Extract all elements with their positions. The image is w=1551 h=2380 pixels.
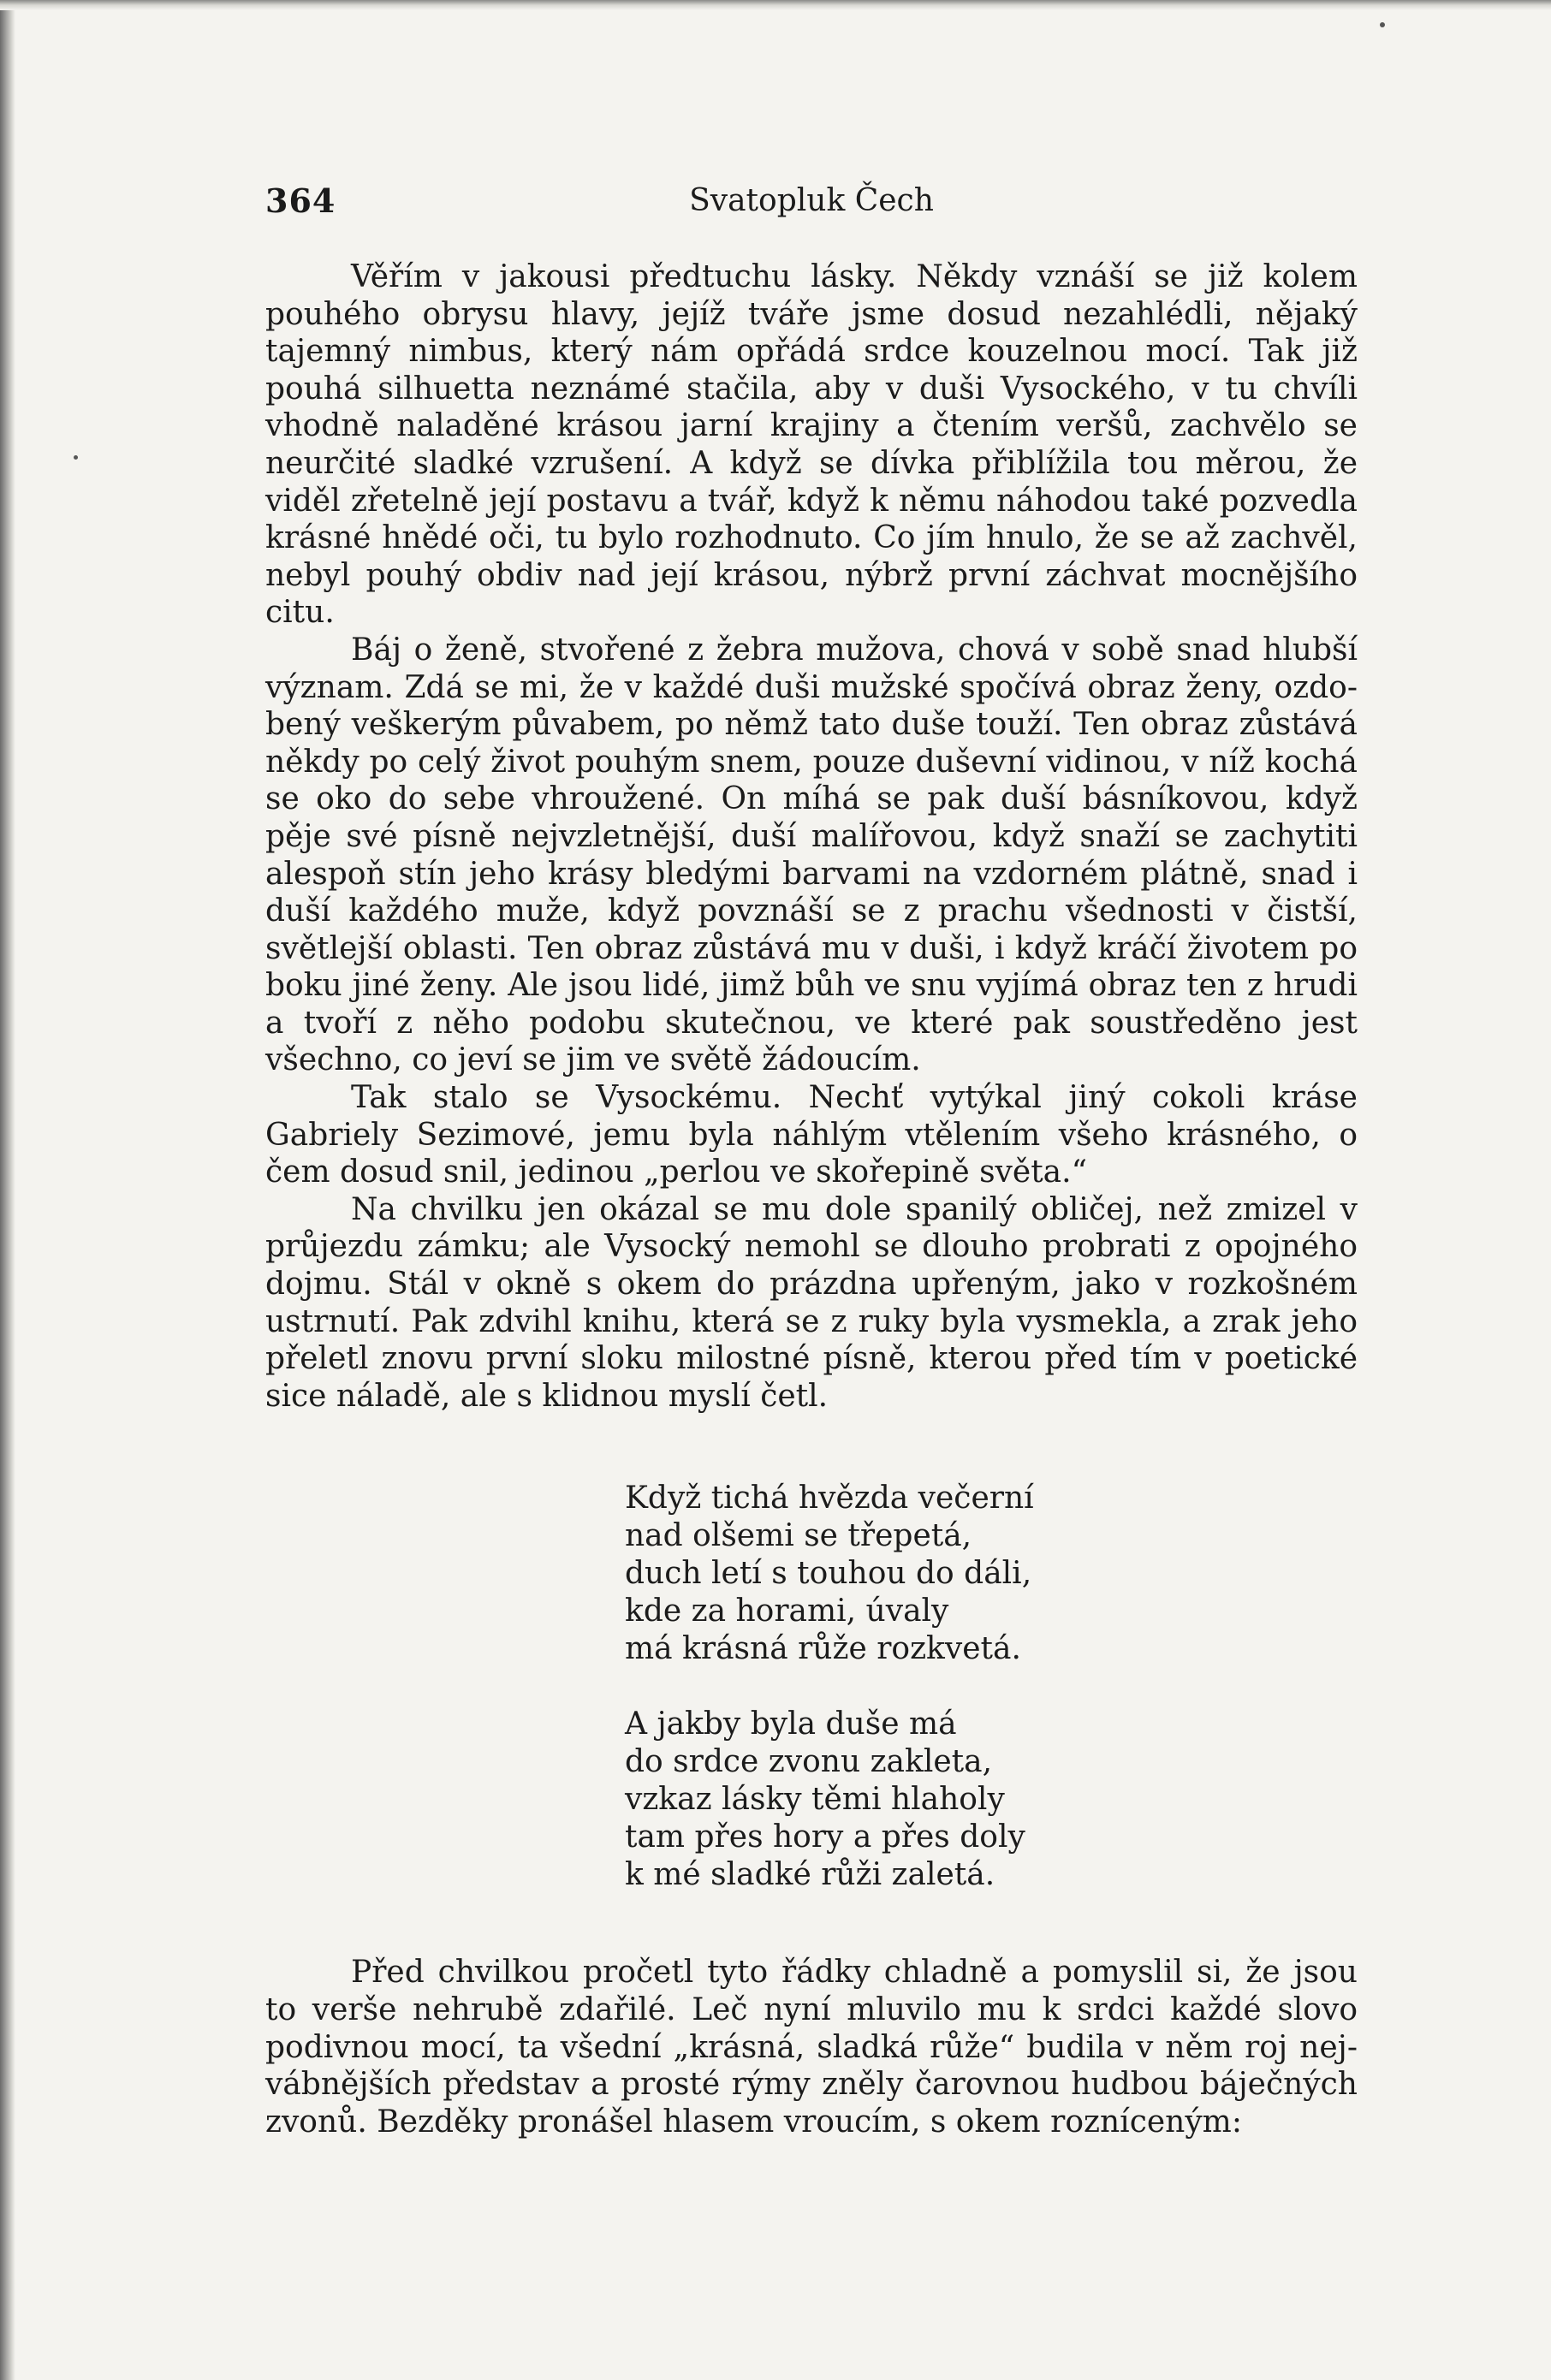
poem-line: do srdce zvonu zakleta, [625, 1744, 993, 1780]
scan-speck [74, 455, 78, 460]
poem-line: A jakby byla duše má [625, 1706, 957, 1742]
scan-left-edge [0, 0, 15, 2380]
book-page [265, 171, 1358, 2140]
poem-line: duch letí s touhou do dáli, [625, 1556, 1032, 1592]
page-number: 364 [265, 181, 336, 220]
poem-line: Když tichá hvězda večerní [625, 1481, 1034, 1516]
poem-line: vzkaz lásky těmi hlaholy [625, 1782, 1005, 1818]
poem-line: tam přes hory a přes doly [625, 1819, 1025, 1855]
scan-speck [1380, 22, 1385, 27]
main-text [265, 258, 1358, 1415]
paragraph: Před chvilkou pročetl tyto řádky chladně a pomyslil si, že jsou to verše nehrubě zdařilé. Leč nyní mluvilo mu k srdci každé slovo podivnou mocí, ta všední „krásná, sladká růže“ budila v něm roj nejvábnějších představ a prosté rýmy zněly čarovnou hudbou báječných zvonů. Bezděky pronášel hlasem vroucím, s okem rozníceným: [265, 1955, 1358, 2140]
paragraph: Báj o ženě, stvořené z žebra mužova, chová v sobě snad hlubší význam. Zdá se mi, že v každé duši mužské spočívá obraz ženy, ozdobený veškerým půvabem, po němž tato duše touží. Ten obraz zůstává někdy po celý život pouhým snem, pouze duševní vidinou, v níž kochá se oko do sebe vhroužené. On míhá se pak duší básníkovou, když pěje své písně nejvzletnější, duší malířovou, když snaží se zachytiti alespoň stín jeho krásy bledými barvami na vzdorném plátně, snad i duší každého muže, když povznáší se z prachu všednosti v čistší, světlejší oblasti. Ten obraz zůstává mu v duši, i když kráčí životem po boku jiné ženy. Ale jsou lidé, jimž bůh ve snu vyjímá obraz ten z hrudi a tvoří z něho podobu skutečnou, ve které pak soustředěno jest všechno, co jeví se jim ve světě žádoucím. [265, 632, 1358, 1078]
poem-line: má krásná růže rozkvetá. [625, 1631, 1021, 1667]
poem-stanza [625, 1480, 1358, 1668]
poem-line: kde za horami, úvaly [625, 1594, 949, 1629]
poem [625, 1480, 1358, 1894]
scan-top-edge [0, 0, 1551, 10]
paragraph: Věřím v jakousi předtuchu lásky. Někdy vznáší se již kolem pouhého obrysu hlavy, jejíž tváře jsme dosud nezahlédli, nějaký tajemný nimbus, který nám opřádá srdce kouzelnou mocí. Tak již pouhá silhuetta neznámé stačila, aby v duši Vysockého, v tu chvíli vhodně naladěné krásou jarní krajiny a čtením veršů, zachvělo se neurčité sladké vzrušení. A když se dívka přiblížila tou měrou, že viděl zřetelně její postavu a tvář, když k němu náhodou také pozvedla krásné hnědé oči, tu bylo rozhodnuto. Co jím hnulo, že se až zachvěl, nebyl pouhý obdiv nad její krásou, nýbrž první záchvat mocnějšího citu. [265, 259, 1358, 631]
paragraph: Tak stalo se Vysockému. Nechť vytýkal jiný cokoli kráse Gabriely Sezimové, jemu byla náhlým vtělením všeho krásného, o čem dosud snil, jedinou „perlou ve skořepině světa.“ [265, 1080, 1358, 1190]
running-title: Svatopluk Čech [689, 183, 934, 218]
poem-line: nad olšemi se třepetá, [625, 1518, 972, 1554]
paragraph: Na chvilku jen okázal se mu dole spanilý obličej, než zmizel v průjezdu zámku; ale Vysocký nemohl se dlouho probrati z opojného dojmu. Stál v okně s okem do prázdna upřeným, jako v rozkošném ustrnutí. Pak zdvihl knihu, která se z ruky byla vysmekla, a zrak jeho přeletl znovu první sloku milostné písně, kterou před tím v poetické sice náladě, ale s klidnou myslí četl. [265, 1191, 1358, 1414]
poem-stanza [625, 1706, 1358, 1894]
poem-line: k mé sladké růži zaletá. [625, 1857, 995, 1893]
running-head [265, 171, 1358, 233]
closing-text [265, 1954, 1358, 2140]
